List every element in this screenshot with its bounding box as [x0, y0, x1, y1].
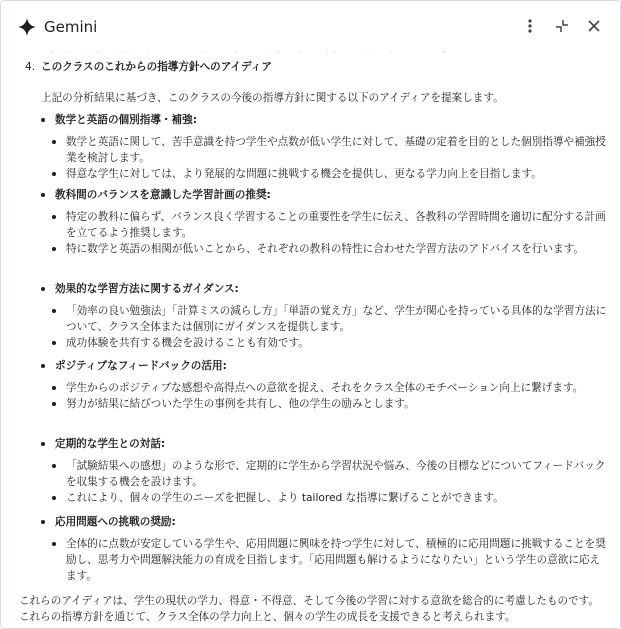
- idea-section: [39, 358, 609, 412]
- panel-title: Gemini: [44, 18, 98, 36]
- idea-section: [39, 112, 609, 182]
- idea-bullet: 特定の教科に偏らず、バランス良く学習することの重要性を学生に伝え、各教科の学習時間を適切に配分する計画を立てるよう推奨します。: [39, 209, 609, 241]
- section-heading: [25, 59, 272, 75]
- idea-bullet: 努力が結果に結びついた学生の事例を共有し、他の学生の励みとします。: [39, 396, 609, 412]
- response-content: [1, 39, 620, 629]
- idea-bullet: 全体的に点数が安定している学生や、応用問題に興味を持つ学生に対して、積極的に応用問題に挑戦することを奨励し、思考力や問題解決能力の育成を目指します。「応用問題も解けるようになりたい」という学生の意欲に応えます。: [39, 536, 609, 584]
- idea-bullet: 「効率の良い勉強法」「計算ミスの減らし方」「単語の覚え方」など、学生が関心を持っている具体的な学習方法について、クラス全体または個別にガイダンスを提供します。: [39, 303, 609, 335]
- close-icon: [586, 18, 602, 34]
- idea-bullet: これにより、個々の学生のニーズを把握し、より tailored な指導に繋げることができます。: [39, 490, 609, 506]
- idea-section: [39, 514, 609, 584]
- gemini-sparkle-icon: [17, 17, 37, 37]
- idea-title: 教科間のバランスを意識した学習計画の推奨:: [39, 187, 609, 203]
- idea-bullet: 数学と英語に関して、苦手意識を持つ学生や点数が低い学生に対して、基礎の定着を目的とした個別指導や補強授業を検討します。: [39, 134, 609, 166]
- collapse-icon: [554, 18, 570, 34]
- idea-title: 数学と英語の個別指導・補強:: [39, 112, 609, 128]
- idea-title: 定期的な学生との対話:: [39, 436, 609, 452]
- panel-header: [1, 1, 620, 51]
- idea-title: ポジティブなフィードバックの活用:: [39, 358, 609, 374]
- collapse-button[interactable]: [550, 14, 574, 38]
- closing-paragraph: これらのアイディアは、学生の現状の学力、得意・不得意、そして今後の学習に対する意欲を総合的に考慮したものです。これらの指導方針を通じて、クラス全体の学力向上と、個々の学生の成長を支援できると考えられます。: [19, 595, 600, 623]
- idea-section: [39, 281, 609, 351]
- more-vert-icon: [522, 18, 538, 34]
- idea-bullet: 得意な学生に対しては、より発展的な問題に挑戦する機会を提供し、更なる学力向上を目指します。: [39, 166, 609, 182]
- idea-section: [39, 436, 609, 506]
- idea-bullet: 「試験結果への感想」のような形で、定期的に学生から学習状況や悩み、今後の目標などについてフィードバックを収集する機会を設けます。: [39, 458, 609, 490]
- intro-paragraph: 上記の分析結果に基づき、このクラスの今後の指導方針に関する以下のアイディアを提案します。: [41, 92, 504, 104]
- idea-title: 効果的な学習方法に関するガイダンス:: [39, 281, 609, 297]
- idea-bullet: 成功体験を共有する機会を設けることも有効です。: [39, 335, 609, 351]
- close-button[interactable]: [582, 14, 606, 38]
- idea-bullet: 特に数学と英語の相関が低いことから、それぞれの教科の特性に合わせた学習方法のアドバイスを行います。: [39, 241, 609, 257]
- idea-bullet: 学生からのポジティブな感想や高得点への意欲を捉え、それをクラス全体のモチベーション向上に繋げます。: [39, 380, 609, 396]
- heading-number: 4.: [25, 61, 36, 73]
- heading-text: このクラスのこれからの指導方針へのアイディア: [41, 61, 272, 73]
- more-options-button[interactable]: [518, 14, 542, 38]
- idea-section: [39, 187, 609, 257]
- idea-title: 応用問題への挑戦の奨励:: [39, 514, 609, 530]
